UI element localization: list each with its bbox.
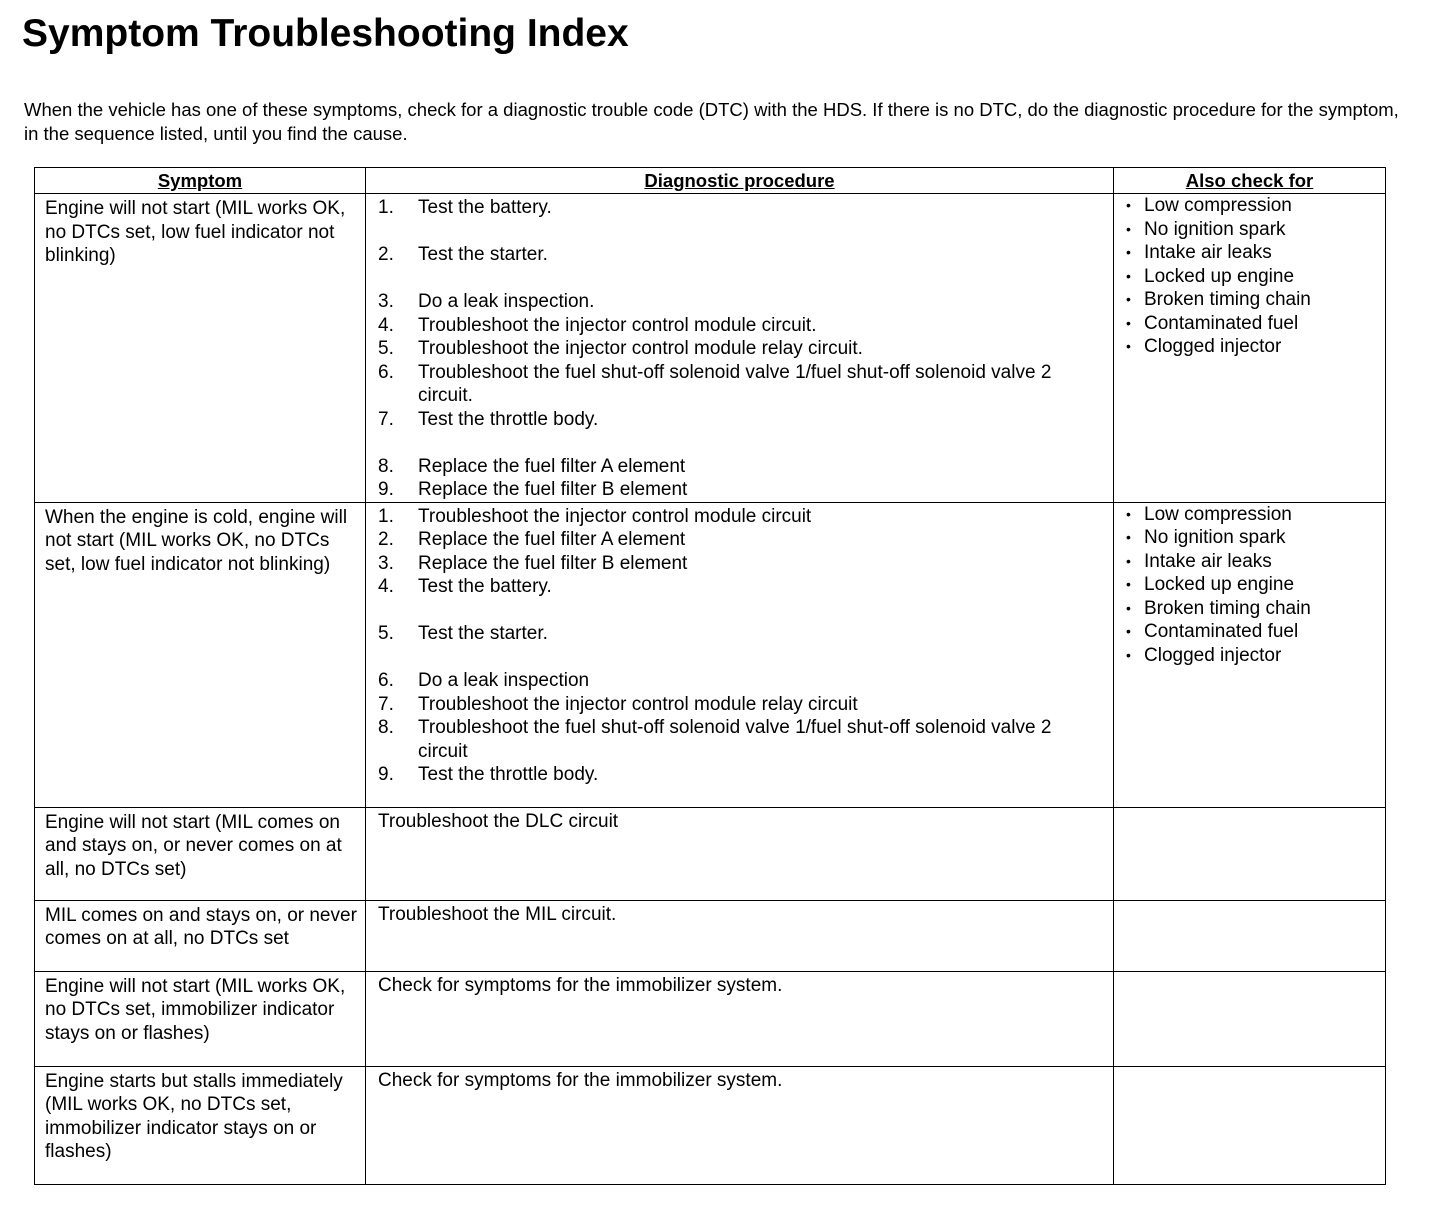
also-check-item: • Clogged injector bbox=[1126, 644, 1282, 666]
symptom-cell bbox=[35, 1066, 366, 1184]
symptom-cell bbox=[35, 807, 366, 900]
table-row bbox=[35, 971, 1386, 1066]
also-check-item: • Intake air leaks bbox=[1126, 550, 1272, 572]
bullet-icon: • bbox=[1126, 646, 1131, 663]
page-title: Symptom Troubleshooting Index bbox=[22, 12, 629, 55]
procedure-step: 3. Replace the fuel filter B element bbox=[378, 552, 688, 574]
intro-paragraph: When the vehicle has one of these symptoms, check for a diagnostic trouble code (DTC) with the HDS. If there is no DTC, do the diagnostic procedure for the symptom, in the sequence listed, until you find the cause. bbox=[24, 99, 1399, 144]
bullet-icon: • bbox=[1126, 291, 1131, 307]
bullet-icon: • bbox=[1126, 197, 1131, 213]
symptom-cell bbox=[35, 900, 366, 971]
bullet-icon: • bbox=[1126, 267, 1131, 284]
procedure-cell bbox=[366, 1066, 1114, 1184]
also-check-list bbox=[1114, 194, 1385, 359]
also-check-cell bbox=[1114, 900, 1386, 971]
bullet-icon: • bbox=[1126, 220, 1131, 237]
also-check-item: • Contaminated fuel bbox=[1126, 312, 1299, 334]
symptom-cell bbox=[35, 194, 366, 503]
procedure-step: 8. Troubleshoot the fuel shut-off solenoid valve 1/fuel shut-off solenoid valve 2 circuit bbox=[378, 717, 1052, 762]
procedure-list bbox=[366, 503, 1113, 787]
bullet-icon: • bbox=[1126, 244, 1131, 260]
also-check-item: • Broken timing chain bbox=[1126, 597, 1311, 619]
procedure-cell bbox=[366, 502, 1114, 807]
also-check-list bbox=[1114, 503, 1385, 668]
also-check-cell bbox=[1114, 807, 1386, 900]
header-procedure: Diagnostic procedure bbox=[366, 168, 1114, 194]
table-row bbox=[35, 807, 1386, 900]
symptom-text: MIL comes on and stays on, or never comes on at all, no DTCs set bbox=[45, 904, 357, 949]
also-check-cell bbox=[1114, 1066, 1386, 1184]
procedure-text: Check for symptoms for the immobilizer system. bbox=[378, 974, 783, 996]
procedure-step: 2. Replace the fuel filter A element bbox=[378, 529, 686, 550]
procedure-step: 7. Troubleshoot the injector control module relay circuit bbox=[378, 693, 858, 715]
bullet-icon: • bbox=[1126, 576, 1131, 592]
also-check-item: • Locked up engine bbox=[1126, 574, 1295, 595]
bullet-icon: • bbox=[1126, 552, 1131, 569]
procedure-step: 7. Test the throttle body. bbox=[378, 408, 599, 430]
bullet-icon: • bbox=[1126, 529, 1131, 545]
procedure-list bbox=[366, 194, 1113, 502]
header-symptom: Symptom bbox=[35, 168, 366, 194]
table-row bbox=[35, 194, 1386, 503]
bullet-icon: • bbox=[1126, 314, 1131, 331]
procedure-step: 2. Test the starter. bbox=[378, 244, 548, 265]
also-check-item: • Low compression bbox=[1126, 195, 1292, 216]
symptom-table bbox=[34, 167, 1386, 1185]
symptom-text: Engine will not start (MIL works OK, no DTCs set, immobilizer indicator stays on or flashes) bbox=[45, 975, 346, 1044]
procedure-step: 9. Test the throttle body. bbox=[378, 764, 599, 785]
also-check-cell bbox=[1114, 194, 1386, 503]
procedure-step: 4. Test the battery. bbox=[378, 576, 552, 597]
procedure-cell bbox=[366, 807, 1114, 900]
bullet-icon: • bbox=[1126, 623, 1131, 639]
also-check-item: • No ignition spark bbox=[1126, 527, 1286, 548]
also-check-item: • Clogged injector bbox=[1126, 336, 1282, 357]
procedure-step: 5. Test the starter. bbox=[378, 623, 548, 644]
header-also-check: Also check for bbox=[1114, 168, 1386, 194]
symptom-text: Engine will not start (MIL works OK, no DTCs set, low fuel indicator not blinking) bbox=[45, 198, 346, 266]
procedure-step: 6. Do a leak inspection bbox=[378, 670, 590, 691]
table-row bbox=[35, 900, 1386, 971]
procedure-cell bbox=[366, 900, 1114, 971]
bullet-icon: • bbox=[1126, 505, 1131, 522]
procedure-step: 9. Replace the fuel filter B element bbox=[378, 479, 688, 500]
table-row bbox=[35, 1066, 1386, 1184]
bullet-icon: • bbox=[1126, 338, 1131, 354]
also-check-item: • Low compression bbox=[1126, 503, 1292, 525]
bullet-icon: • bbox=[1126, 599, 1131, 616]
also-check-item: • Broken timing chain bbox=[1126, 289, 1311, 310]
also-check-item: • No ignition spark bbox=[1126, 218, 1286, 240]
procedure-step: 1. Test the battery. bbox=[378, 197, 552, 218]
procedure-text: Check for symptoms for the immobilizer system. bbox=[378, 1069, 783, 1091]
procedure-step: 5. Troubleshoot the injector control module relay circuit. bbox=[378, 338, 863, 359]
procedure-step: 4. Troubleshoot the injector control module circuit. bbox=[378, 314, 817, 336]
table-row bbox=[35, 502, 1386, 807]
symptom-text: When the engine is cold, engine will not start (MIL works OK, no DTCs set, low fuel indicator not blinking) bbox=[45, 506, 348, 575]
symptom-text: Engine starts but stalls immediately (MIL works OK, no DTCs set, immobilizer indicator stays on or flashes) bbox=[45, 1070, 343, 1162]
symptom-cell bbox=[35, 502, 366, 807]
also-check-cell bbox=[1114, 502, 1386, 807]
also-check-item: • Intake air leaks bbox=[1126, 242, 1272, 263]
procedure-step: 6. Troubleshoot the fuel shut-off solenoid valve 1/fuel shut-off solenoid valve 2 circuit. bbox=[378, 361, 1052, 406]
also-check-item: • Contaminated fuel bbox=[1126, 621, 1299, 642]
procedure-step: 1. Troubleshoot the injector control module circuit bbox=[378, 505, 812, 527]
also-check-item: • Locked up engine bbox=[1126, 265, 1295, 287]
symptom-cell bbox=[35, 971, 366, 1066]
procedure-step: 8. Replace the fuel filter A element bbox=[378, 455, 686, 477]
symptom-text: Engine will not start (MIL comes on and stays on, or never comes on at all, no DTCs set) bbox=[45, 811, 342, 880]
procedure-text: Troubleshoot the DLC circuit bbox=[378, 810, 619, 832]
procedure-cell bbox=[366, 971, 1114, 1066]
procedure-cell bbox=[366, 194, 1114, 503]
table-header-row bbox=[35, 168, 1386, 194]
also-check-cell bbox=[1114, 971, 1386, 1066]
procedure-step: 3. Do a leak inspection. bbox=[378, 291, 595, 312]
procedure-text: Troubleshoot the MIL circuit. bbox=[378, 903, 617, 925]
